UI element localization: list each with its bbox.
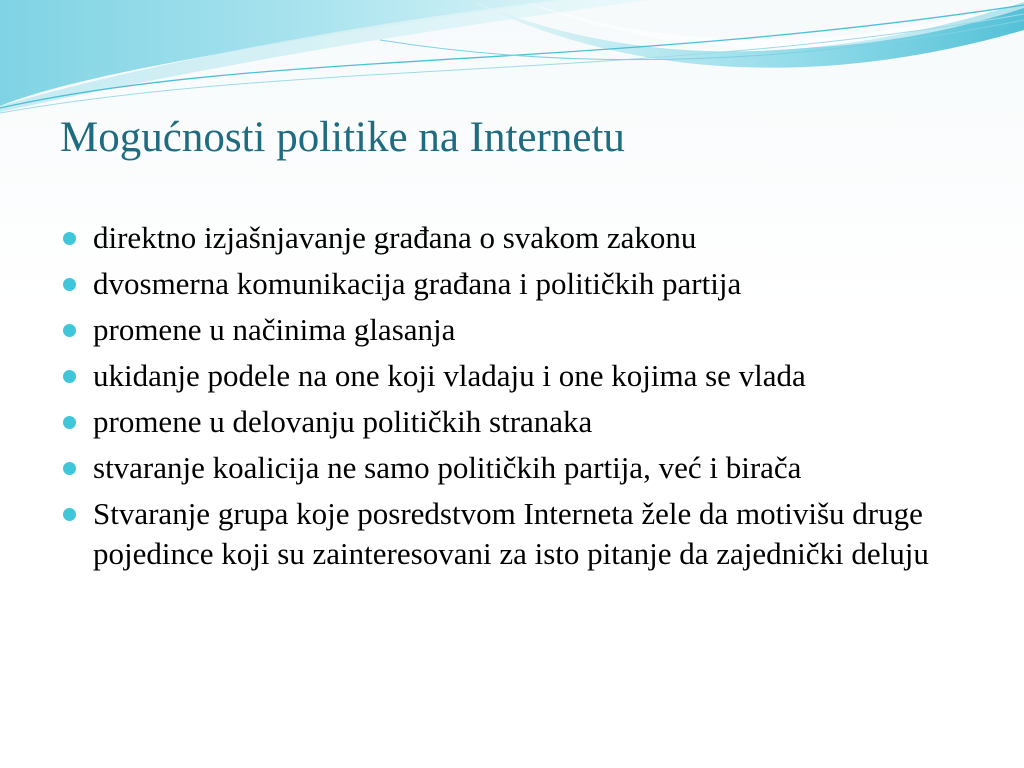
bullet-item (62, 402, 992, 442)
bullet-text: ukidanje podele na one koji vladaju i one kojima se vlada (93, 358, 806, 393)
bullet-dot-icon (63, 232, 76, 245)
bullet-text: promene u delovanju političkih stranaka (93, 404, 593, 439)
bullet-item (62, 448, 992, 488)
bullet-text: stvaranje koalicija ne samo političkih partija, već i birača (93, 450, 802, 485)
bullet-dot-icon (63, 370, 76, 383)
bullet-item (62, 494, 992, 574)
header-wave-decoration (0, 0, 1024, 120)
bullet-text: direktno izjašnjavanje građana o svakom zakonu (93, 220, 697, 255)
bullet-dot-icon (63, 278, 76, 291)
bullet-dot-icon (63, 462, 76, 475)
bullet-item (62, 356, 992, 396)
bullet-dot-icon (63, 416, 76, 429)
bullet-dot-icon (63, 324, 76, 337)
slide-title: Mogućnosti politike na Internetu (60, 114, 625, 161)
bullet-list (62, 218, 992, 580)
bullet-dot-icon (63, 508, 76, 521)
bullet-item (62, 264, 992, 304)
bullet-item (62, 310, 992, 350)
bullet-text: dvosmerna komunikacija građana i političkih partija (93, 266, 742, 301)
bullet-item (62, 218, 992, 258)
bullet-text: promene u načinima glasanja (93, 312, 456, 347)
bullet-text: Stvaranje grupa koje posredstvom Interneta žele da motivišu druge pojedince koji su zainteresovani za isto pitanje da zajednički deluju (93, 496, 929, 571)
